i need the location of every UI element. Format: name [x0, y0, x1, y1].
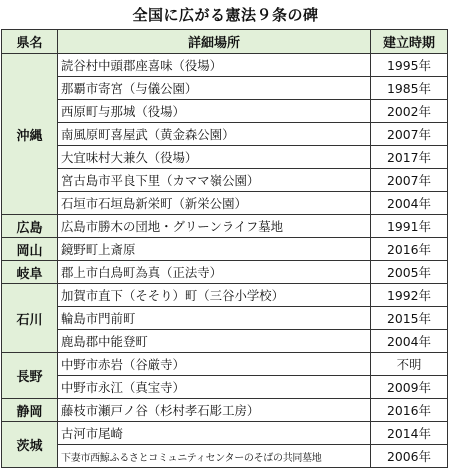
prefecture-cell: 広島 [2, 215, 58, 238]
table-row [2, 284, 448, 307]
detail-location-cell: 読谷村中頭郡座喜味（役場） [58, 54, 371, 77]
year-cell: 2007年 [371, 169, 448, 192]
detail-location-cell: 藤枝市瀬戸ノ谷（杉村孝石彫工房） [58, 399, 371, 422]
detail-location-cell: 古河市尾崎 [58, 422, 371, 445]
prefecture-cell: 岡山 [2, 238, 58, 261]
table-row [2, 399, 448, 422]
table-row [2, 215, 448, 238]
table-row [2, 169, 448, 192]
table-row [2, 54, 448, 77]
detail-location-cell: 那覇市寄宮（与儀公園） [58, 77, 371, 100]
table-row [2, 100, 448, 123]
year-cell: 1995年 [371, 54, 448, 77]
table-row [2, 238, 448, 261]
header-construction-period: 建立時期 [371, 30, 448, 54]
table-row [2, 422, 448, 445]
year-cell: 1992年 [371, 284, 448, 307]
header-row [2, 30, 448, 54]
detail-location-cell: 広島市勝木の団地・グリーンライフ墓地 [58, 215, 371, 238]
detail-location-cell: 加賀市直下（そそり）町（三谷小学校） [58, 284, 371, 307]
prefecture-cell: 沖縄 [2, 54, 58, 215]
detail-location-cell: 宮古島市平良下里（カママ嶺公園） [58, 169, 371, 192]
table-row [2, 330, 448, 353]
header-prefecture: 県名 [2, 30, 58, 54]
detail-location-cell: 中野市赤岩（谷厳寺） [58, 353, 371, 376]
monument-table [1, 29, 448, 468]
prefecture-cell: 長野 [2, 353, 58, 399]
table-row [2, 376, 448, 399]
table-body [2, 54, 448, 468]
year-cell: 2016年 [371, 399, 448, 422]
prefecture-cell: 静岡 [2, 399, 58, 422]
detail-location-cell: 南風原町喜屋武（黄金森公園） [58, 123, 371, 146]
prefecture-cell: 石川 [2, 284, 58, 353]
table-row [2, 353, 448, 376]
year-cell: 不明 [371, 353, 448, 376]
detail-location-cell: 郡上市白鳥町為真（正法寺） [58, 261, 371, 284]
detail-location-cell: 鹿島郡中能登町 [58, 330, 371, 353]
year-cell: 2009年 [371, 376, 448, 399]
detail-location-cell: 鏡野町上斎原 [58, 238, 371, 261]
year-cell: 2006年 [371, 445, 448, 468]
table-row [2, 307, 448, 330]
year-cell: 2007年 [371, 123, 448, 146]
year-cell: 2017年 [371, 146, 448, 169]
year-cell: 1991年 [371, 215, 448, 238]
year-cell: 2014年 [371, 422, 448, 445]
year-cell: 2004年 [371, 330, 448, 353]
table-row [2, 77, 448, 100]
year-cell: 2005年 [371, 261, 448, 284]
table-row [2, 445, 448, 468]
year-cell: 1985年 [371, 77, 448, 100]
detail-location-cell: 大宜味村大兼久（役場） [58, 146, 371, 169]
year-cell: 2016年 [371, 238, 448, 261]
year-cell: 2015年 [371, 307, 448, 330]
prefecture-cell: 岐阜 [2, 261, 58, 284]
detail-location-cell: 中野市永江（真宝寺） [58, 376, 371, 399]
year-cell: 2002年 [371, 100, 448, 123]
prefecture-cell: 茨城 [2, 422, 58, 468]
table-row [2, 192, 448, 215]
detail-location-cell: 輪島市門前町 [58, 307, 371, 330]
detail-location-cell: 下妻市西鯨ふるさとコミュニティセンターのそばの共同墓地 [58, 445, 371, 468]
table-row [2, 123, 448, 146]
page-title: 全国に広がる憲法９条の碑 [132, 6, 319, 24]
table-row [2, 146, 448, 169]
detail-location-cell: 西原町与那城（役場） [58, 100, 371, 123]
year-cell: 2004年 [371, 192, 448, 215]
detail-location-cell: 石垣市石垣島新栄町（新栄公園） [58, 192, 371, 215]
table-row [2, 261, 448, 284]
header-detail-location: 詳細場所 [58, 30, 371, 54]
